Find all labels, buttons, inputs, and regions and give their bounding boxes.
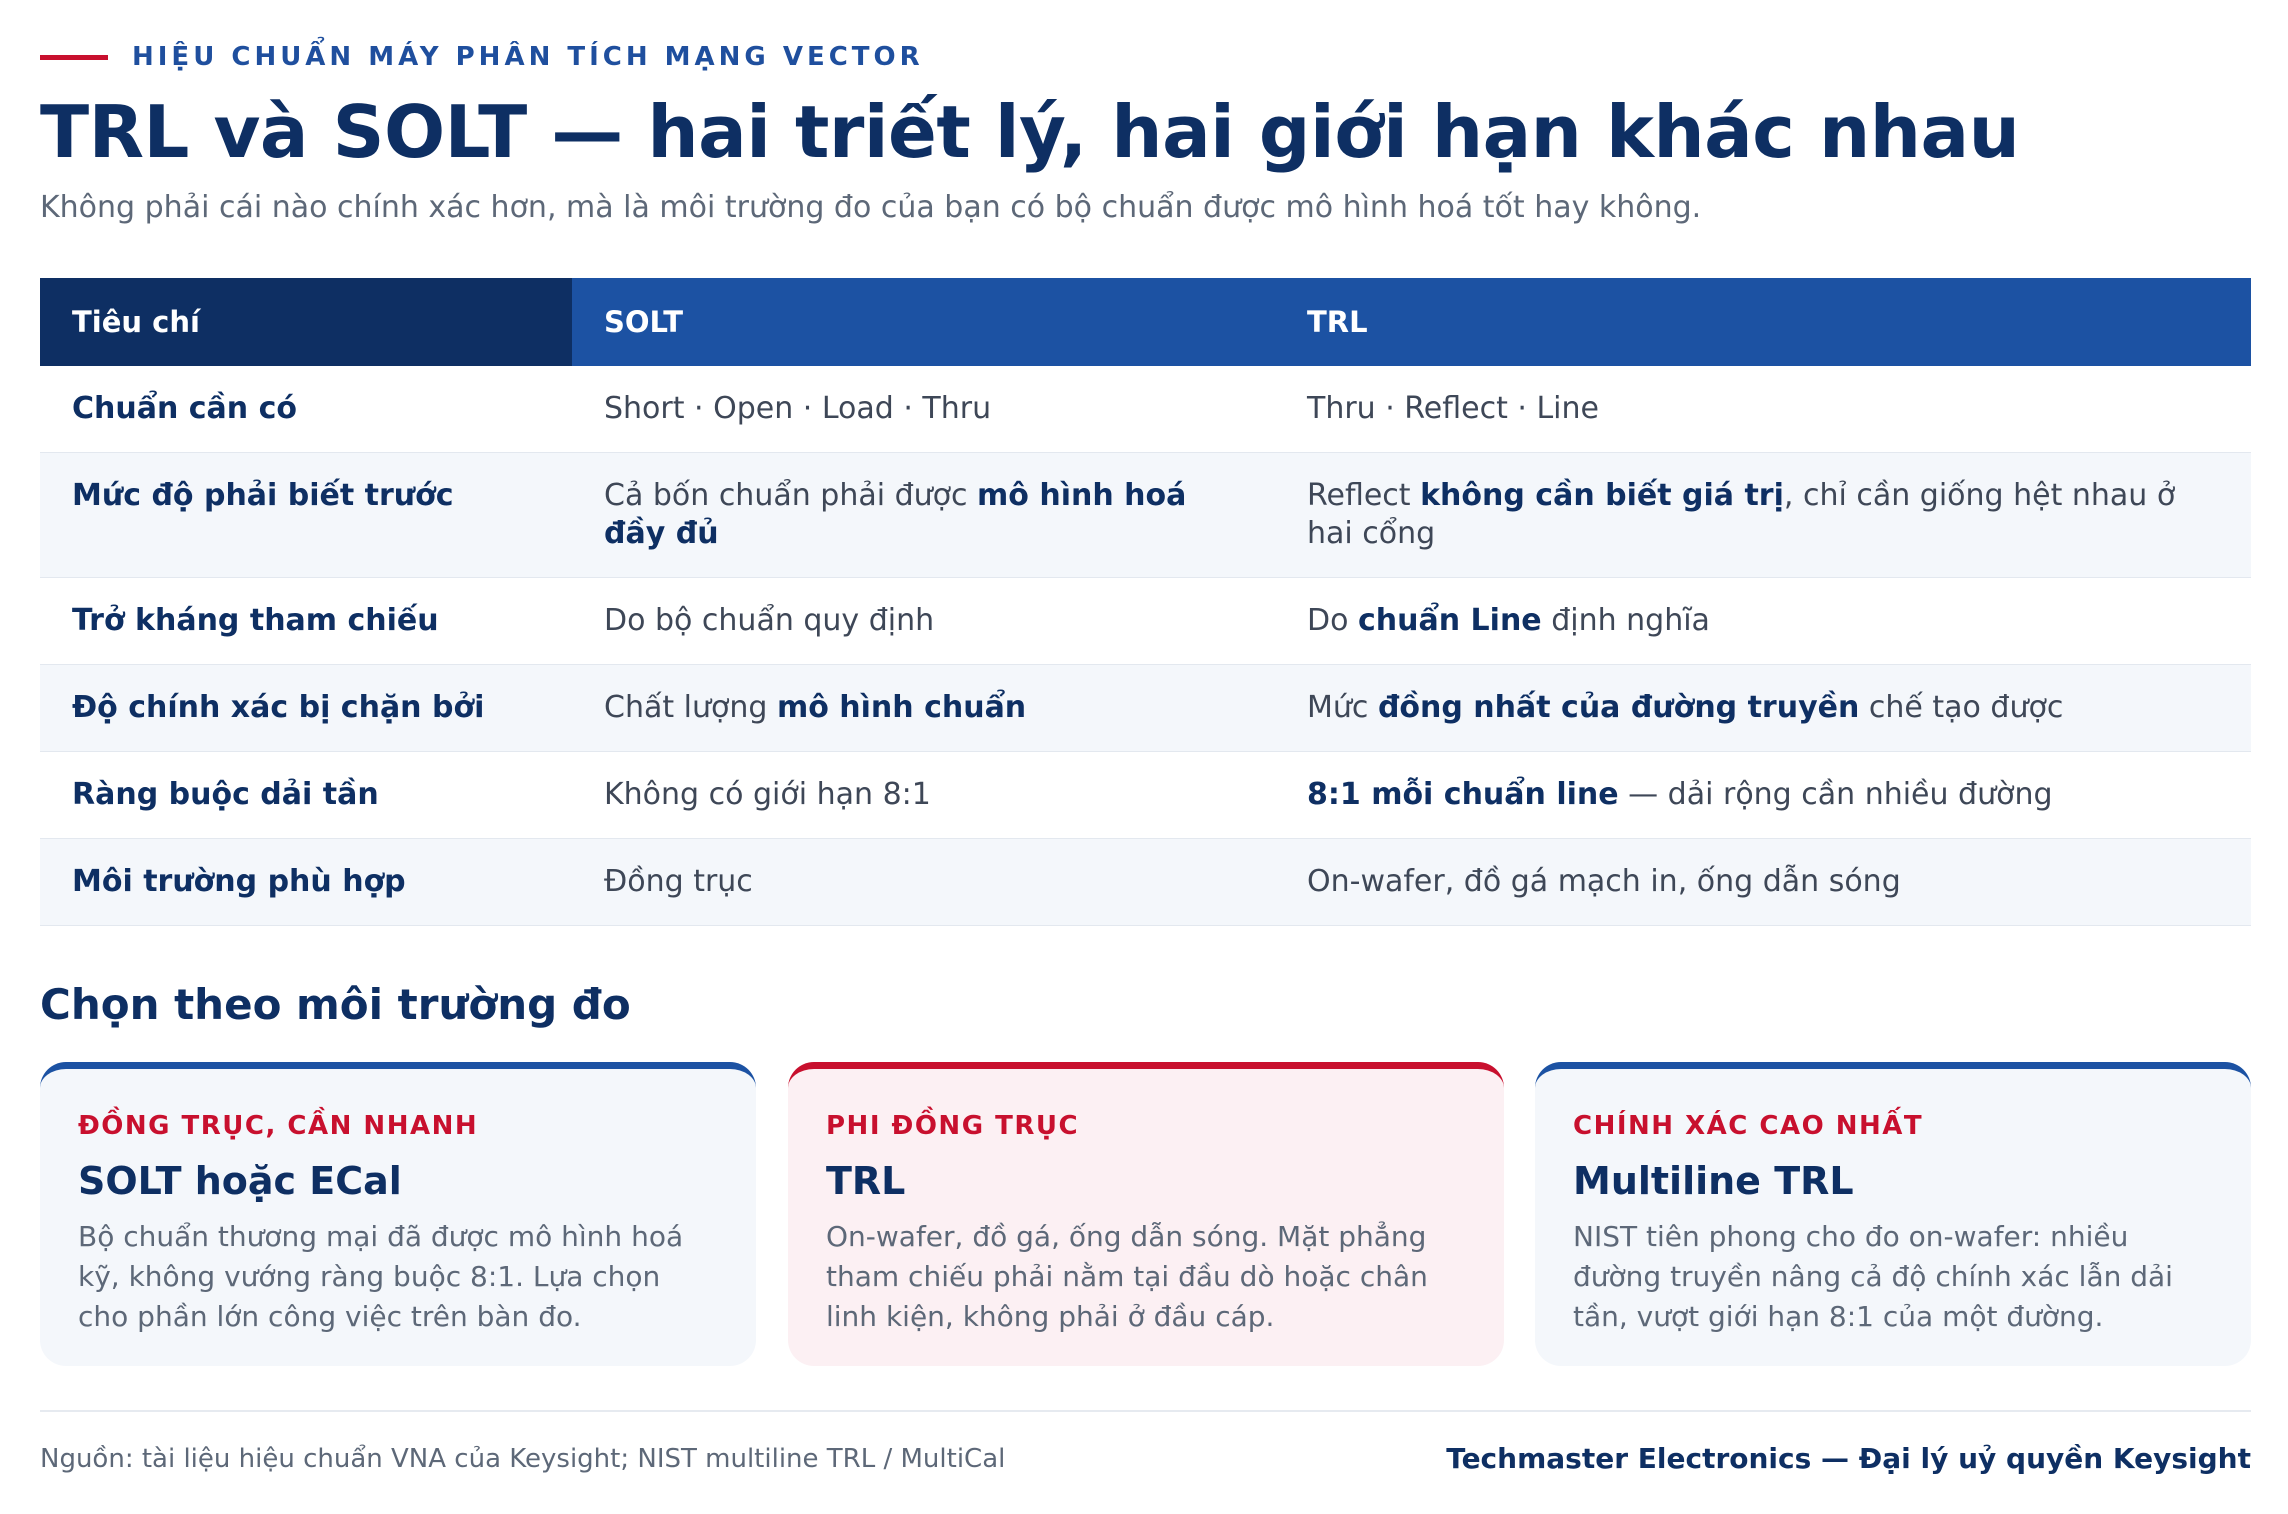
header-trl: TRL xyxy=(1275,278,2251,366)
card-description: NIST tiên phong cho đo on-wafer: nhiều đường truyền nâng cả độ chính xác lẫn dải tần, vượt giới hạn 8:1 của một đường. xyxy=(1573,1220,2173,1333)
eyebrow-text: HIỆU CHUẨN MÁY PHÂN TÍCH MẠNG VECTOR xyxy=(132,42,924,72)
eyebrow xyxy=(40,42,924,72)
emphasis-text: mô hình hoá đầy đủ xyxy=(604,478,1187,551)
header-solt: SOLT xyxy=(572,278,1275,366)
emphasis-text: chuẩn Line xyxy=(1358,603,1542,638)
emphasis-text: mô hình chuẩn xyxy=(776,690,1027,725)
cell-text: On-wafer, đồ gá mạch in, ống dẫn sóng xyxy=(1307,864,1901,899)
criterion-cell: Chuẩn cần có xyxy=(40,366,572,453)
table-row xyxy=(40,665,2251,752)
page-subtitle: Không phải cái nào chính xác hơn, mà là môi trường đo của bạn có bộ chuẩn được mô hình hoá tốt hay không. xyxy=(40,190,1702,225)
cell-text: Thru · Reflect · Line xyxy=(1307,391,1599,426)
trl-cell xyxy=(1275,665,2251,752)
card-non-coaxial xyxy=(788,1062,1504,1366)
trl-cell xyxy=(1275,839,2251,926)
eyebrow-accent-rule xyxy=(40,55,108,60)
table-row xyxy=(40,578,2251,665)
solt-cell xyxy=(572,752,1275,839)
table-row xyxy=(40,366,2251,453)
solt-cell xyxy=(572,665,1275,752)
cell-text: Cả bốn chuẩn phải được xyxy=(604,478,978,513)
cell-text: chế tạo được xyxy=(1859,690,2064,725)
card-coaxial xyxy=(40,1062,756,1366)
card-title: Multiline TRL xyxy=(1573,1159,1854,1203)
cell-text: , chỉ cần giống hệt nhau ở hai cổng xyxy=(1307,478,2176,551)
table-row xyxy=(40,839,2251,926)
emphasis-text: không cần biết giá trị xyxy=(1420,478,1784,513)
cell-text: định nghĩa xyxy=(1541,603,1710,638)
table-header-row xyxy=(40,278,2251,366)
solt-cell xyxy=(572,366,1275,453)
cell-text: Short · Open · Load · Thru xyxy=(604,391,992,426)
criterion-cell: Môi trường phù hợp xyxy=(40,839,572,926)
trl-cell xyxy=(1275,366,2251,453)
page-title: TRL và SOLT — hai triết lý, hai giới hạn khác nhau xyxy=(40,90,2020,174)
card-label: ĐỒNG TRỤC, CẦN NHANH xyxy=(78,1111,479,1141)
card-description: Bộ chuẩn thương mại đã được mô hình hoá kỹ, không vướng ràng buộc 8:1. Lựa chọn cho phần lớn công việc trên bàn đo. xyxy=(78,1220,684,1333)
card-title: TRL xyxy=(826,1159,906,1203)
solt-cell xyxy=(572,453,1275,578)
card-label: CHÍNH XÁC CAO NHẤT xyxy=(1573,1111,1924,1141)
criterion-cell: Ràng buộc dải tần xyxy=(40,752,572,839)
criterion-cell: Trở kháng tham chiếu xyxy=(40,578,572,665)
header-criterion: Tiêu chí xyxy=(40,278,572,366)
solt-cell xyxy=(572,839,1275,926)
criterion-cell: Mức độ phải biết trước xyxy=(40,453,572,578)
solt-cell xyxy=(572,578,1275,665)
emphasis-text: 8:1 mỗi chuẩn line xyxy=(1307,777,1619,812)
cell-text: Do xyxy=(1307,603,1358,638)
emphasis-text: đồng nhất của đường truyền xyxy=(1377,690,1860,725)
cell-text: Chất lượng xyxy=(604,690,777,725)
card-label: PHI ĐỒNG TRỤC xyxy=(826,1111,1080,1141)
trl-cell xyxy=(1275,453,2251,578)
card-title: SOLT hoặc ECal xyxy=(78,1159,402,1203)
card-description: On-wafer, đồ gá, ống dẫn sóng. Mặt phẳng tham chiếu phải nằm tại đầu dò hoặc chân linh kiện, không phải ở đầu cáp. xyxy=(826,1220,1428,1333)
trl-cell xyxy=(1275,752,2251,839)
cell-text: Do bộ chuẩn quy định xyxy=(604,603,935,638)
trl-cell xyxy=(1275,578,2251,665)
cell-text: Không có giới hạn 8:1 xyxy=(604,777,931,812)
cell-text: Mức xyxy=(1307,690,1378,725)
footer-source: Nguồn: tài liệu hiệu chuẩn VNA của Keysight; NIST multiline TRL / MultiCal xyxy=(40,1444,1006,1474)
criterion-cell: Độ chính xác bị chặn bởi xyxy=(40,665,572,752)
cell-text: Reflect xyxy=(1307,478,1421,513)
table-body xyxy=(40,366,2251,926)
cell-text: — dải rộng cần nhiều đường xyxy=(1618,777,2053,812)
table-row xyxy=(40,752,2251,839)
footer-brand: Techmaster Electronics — Đại lý uỷ quyền Keysight xyxy=(1446,1442,2251,1475)
table-row xyxy=(40,453,2251,578)
card-highest-accuracy xyxy=(1535,1062,2251,1366)
section-heading: Chọn theo môi trường đo xyxy=(40,980,631,1029)
footer-divider xyxy=(40,1410,2251,1412)
comparison-table xyxy=(40,278,2251,926)
cell-text: Đồng trục xyxy=(604,864,753,899)
